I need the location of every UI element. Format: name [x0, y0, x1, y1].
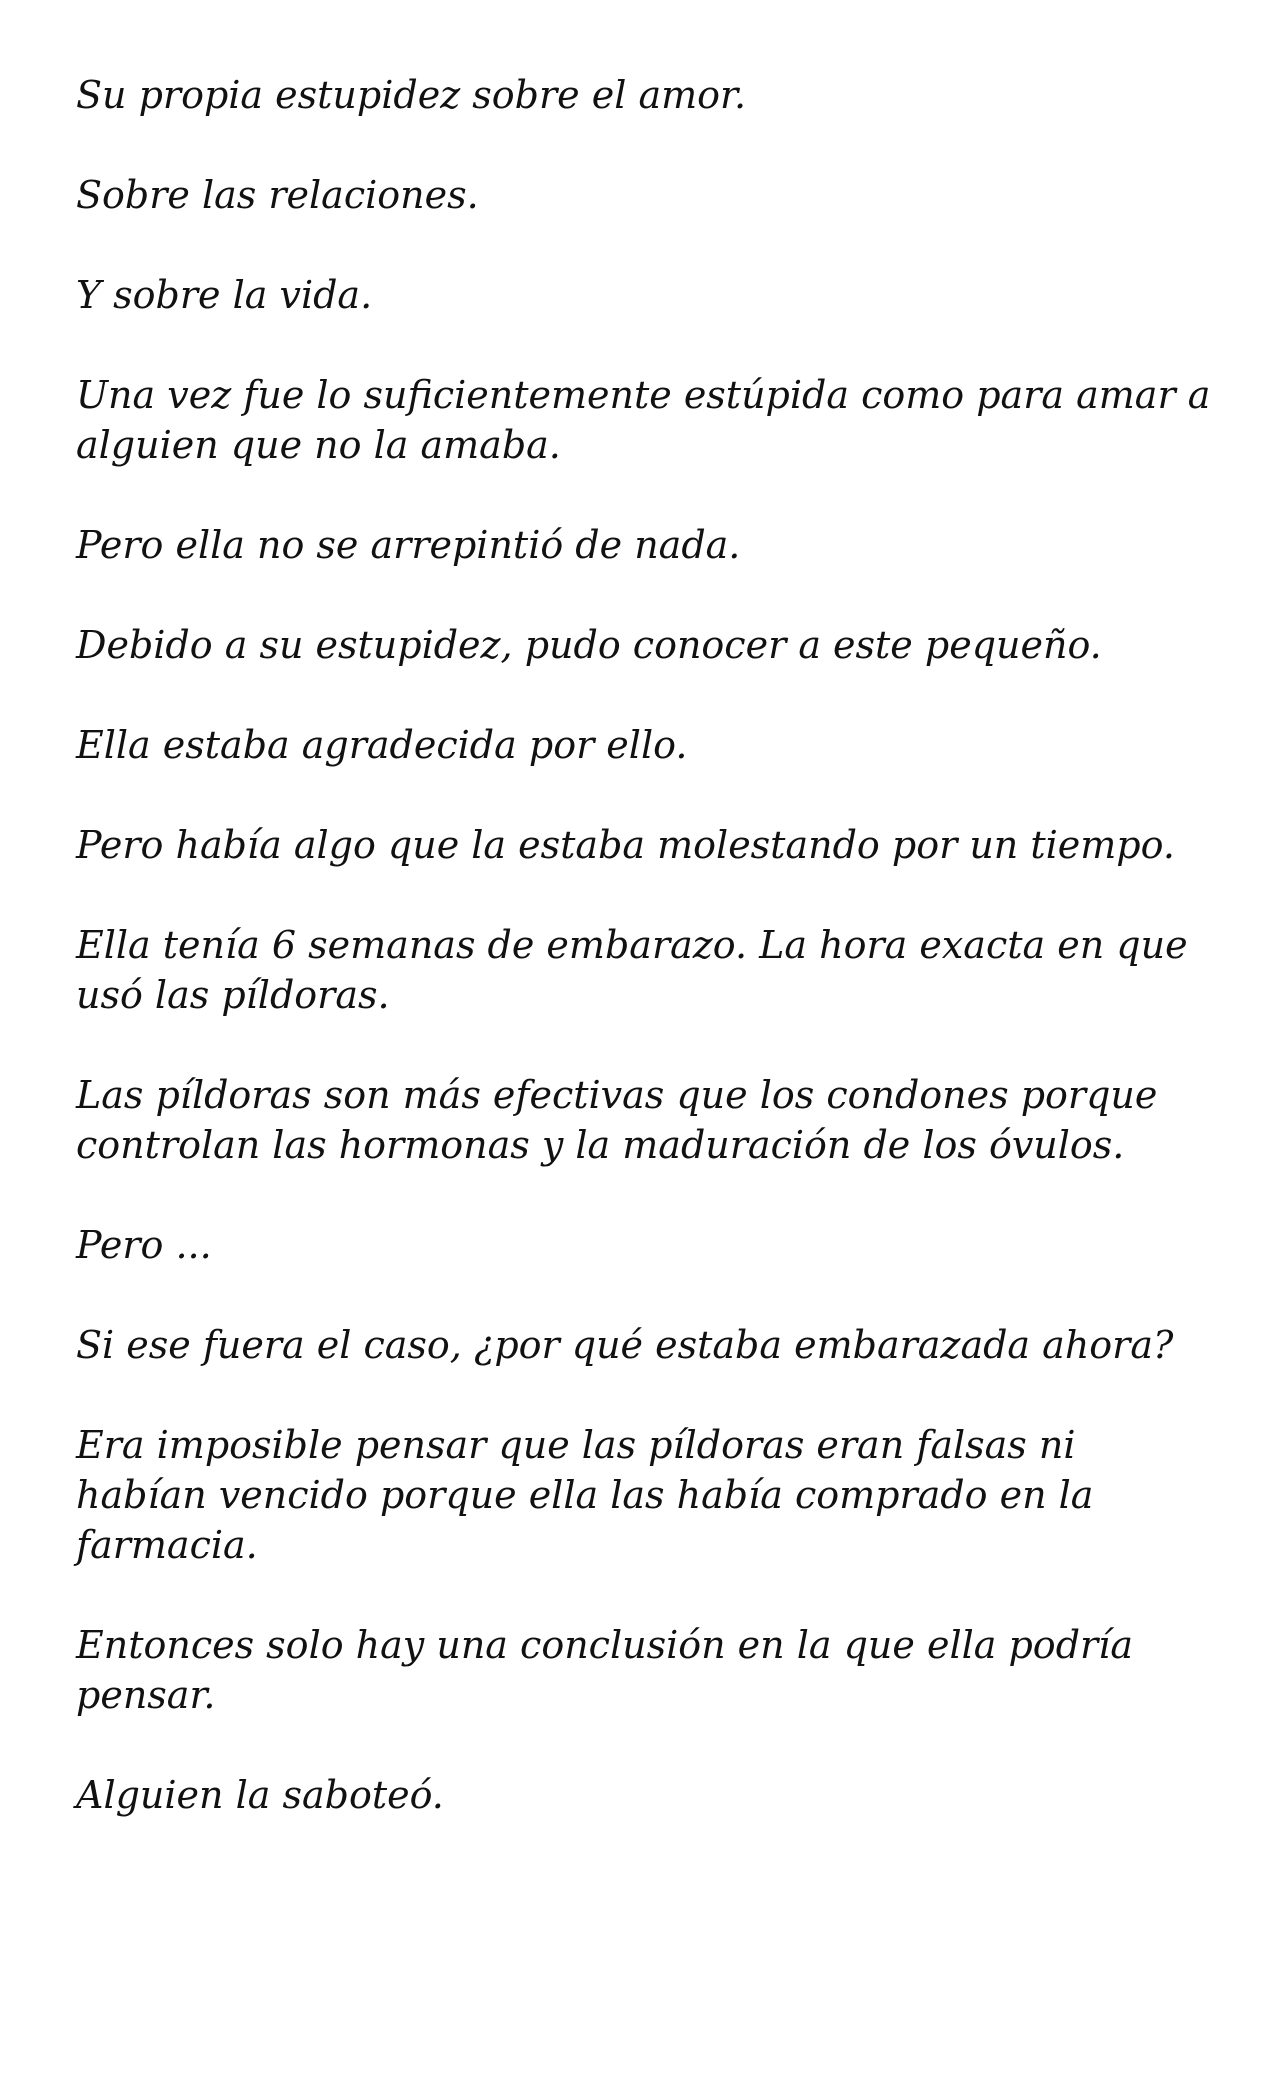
paragraph-1: Su propia estupidez sobre el amor. — [76, 73, 747, 117]
paragraph-3: Y sobre la vida. — [76, 273, 373, 317]
paragraph-4: Una vez fue lo suficientemente estúpida como para amar a alguien que no la amaba. — [76, 373, 1211, 467]
paragraph-5: Pero ella no se arrepintió de nada. — [76, 523, 741, 567]
paragraph-9: Ella tenía 6 semanas de embarazo. La hora exacta en que usó las píldoras. — [76, 923, 1188, 1017]
paragraph-7: Ella estaba agradecida por ello. — [76, 723, 688, 767]
paragraph-14: Entonces solo hay una conclusión en la que ella podría pensar. — [76, 1623, 1133, 1717]
paragraph-8: Pero había algo que la estaba molestando por un tiempo. — [76, 823, 1175, 867]
paragraph-11: Pero ... — [76, 1223, 212, 1267]
document-page — [76, 70, 1216, 1870]
paragraph-6: Debido a su estupidez, pudo conocer a este pequeño. — [76, 623, 1102, 667]
paragraph-12: Si ese fuera el caso, ¿por qué estaba embarazada ahora? — [76, 1323, 1174, 1367]
paragraph-13: Era imposible pensar que las píldoras eran falsas ni habían vencido porque ella las había comprado en la farmacia. — [76, 1423, 1094, 1567]
paragraph-2: Sobre las relaciones. — [76, 173, 479, 217]
paragraph-15: Alguien la saboteó. — [76, 1773, 444, 1817]
paragraph-10: Las píldoras son más efectivas que los condones porque controlan las hormonas y la maduración de los óvulos. — [76, 1073, 1158, 1167]
